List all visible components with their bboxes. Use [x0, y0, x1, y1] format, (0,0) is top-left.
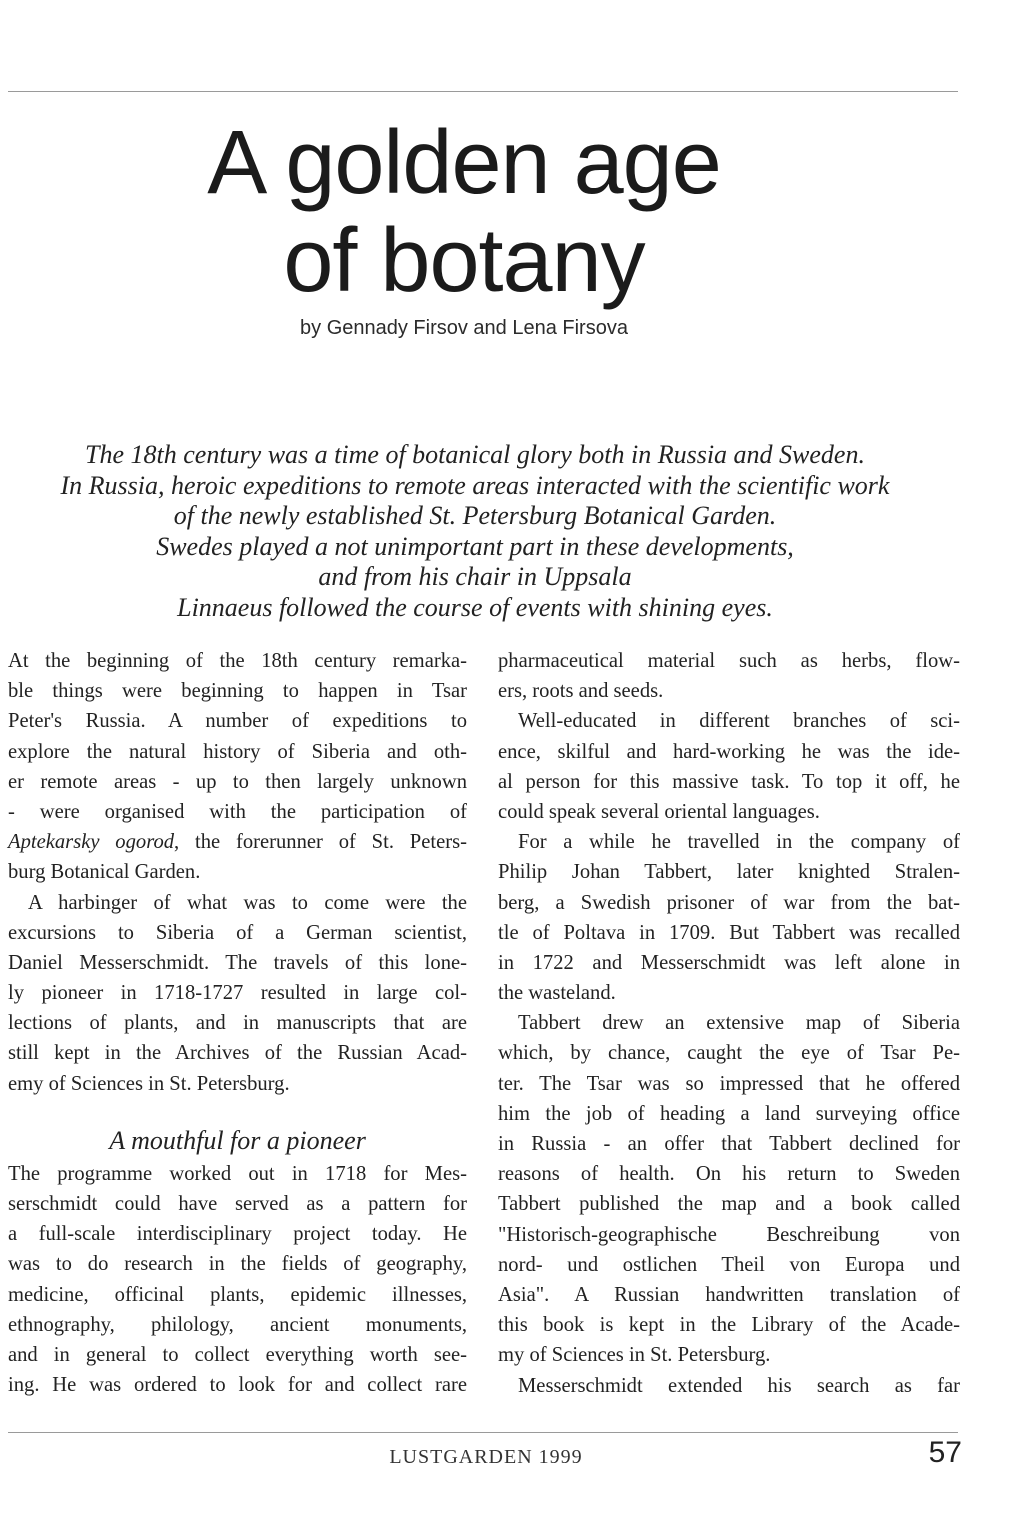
body-line: "Historisch-geographische Beschreibung von: [498, 1223, 960, 1246]
body-line: The programme worked out in 1718 for Mes-: [8, 1162, 467, 1185]
body-line: Philip Johan Tabbert, later knighted Stralen-: [498, 861, 960, 884]
body-line: ing. He was ordered to look for and collect rare: [8, 1374, 467, 1397]
body-line: ethnography, philology, ancient monuments,: [8, 1313, 467, 1336]
body-line: ter. The Tsar was so impressed that he offered: [498, 1072, 960, 1095]
body-line: the wasteland.: [498, 982, 616, 1005]
bottom-rule: [8, 1432, 958, 1433]
body-line: pharmaceutical material such as herbs, flow-: [498, 650, 960, 672]
body-line: my of Sciences in St. Petersburg.: [498, 1344, 771, 1367]
body-line: ble things were beginning to happen in Tsar: [8, 680, 467, 703]
body-line: Tabbert drew an extensive map of Siberia: [518, 1012, 960, 1035]
article-title-line-1: A golden age: [207, 113, 721, 213]
body-line: and in general to collect everything worth see-: [8, 1343, 467, 1366]
body-line: A harbinger of what was to come were the: [28, 891, 467, 914]
body-line: For a while he travelled in the company of: [518, 831, 960, 854]
byline: by Gennady Firsov and Lena Firsova: [300, 317, 628, 339]
body-line: Well-educated in different branches of sci-: [518, 710, 960, 733]
lede-line: and from his chair in Uppsala: [318, 562, 632, 591]
body-line: al person for this massive task. To top it off, he: [498, 770, 960, 793]
right-column: [498, 646, 960, 1401]
left-column: [8, 646, 467, 1400]
body-line: tle of Poltava in 1709. But Tabbert was recalled: [498, 921, 960, 944]
page-number: 57: [928, 1436, 962, 1469]
body-line: in Russia - an offer that Tabbert declined for: [498, 1133, 960, 1155]
lede-line: Linnaeus followed the course of events with shining eyes.: [177, 592, 773, 622]
body-line: Messerschmidt extended his search as far: [518, 1374, 960, 1397]
body-line: berg, a Swedish prisoner of war from the bat-: [498, 891, 960, 914]
body-line: explore the natural history of Siberia and oth-: [8, 740, 467, 763]
lede-line: of the newly established St. Petersburg Botanical Garden.: [173, 501, 777, 530]
body-line: was to do research in the fields of geography,: [8, 1253, 467, 1276]
body-line: in 1722 and Messerschmidt was left alone in: [498, 951, 960, 974]
section-subheading: A mouthful for a pioneer: [109, 1125, 366, 1155]
lede-line: The 18th century was a time of botanical glory both in Russia and Sweden.: [85, 440, 865, 469]
lede-line: Swedes played a not unimportant part in these developments,: [156, 531, 794, 561]
body-line: ence, skilful and hard-working he was the ide-: [498, 740, 960, 763]
body-line: ly pioneer in 1718-1727 resulted in large col-: [8, 982, 467, 1005]
body-line: excursions to Siberia of a German scientist,: [8, 921, 467, 944]
body-line: er remote areas - up to then largely unknown: [8, 770, 467, 793]
body-line: - were organised with the participation of: [8, 800, 467, 823]
body-line: Daniel Messerschmidt. The travels of this lone-: [8, 951, 467, 974]
lede-paragraph: [20, 440, 930, 623]
body-line: a full-scale interdisciplinary project today. He: [8, 1223, 467, 1246]
lede-line: In Russia, heroic expeditions to remote areas interacted with the scientific work: [60, 470, 890, 500]
body-line: still kept in the Archives of the Russian Acad-: [8, 1042, 467, 1065]
body-line: reasons of health. On his return to Sweden: [498, 1163, 960, 1186]
body-line: Tabbert published the map and a book called: [498, 1193, 960, 1216]
body-line: medicine, officinal plants, epidemic illnesses,: [8, 1283, 467, 1306]
body-line: lections of plants, and in manuscripts that are: [8, 1012, 467, 1035]
body-line: emy of Sciences in St. Petersburg.: [8, 1072, 290, 1095]
footer-publication: LUSTGARDEN 1999: [389, 1446, 583, 1468]
body-line-mixed: [8, 827, 467, 857]
body-line: this book is kept in the Library of the Acade-: [498, 1314, 960, 1337]
body-line: serschmidt could have served as a pattern for: [8, 1193, 467, 1215]
body-line: which, by chance, caught the eye of Tsar Pe-: [498, 1042, 960, 1065]
body-line: nord- und ostlichen Theil von Europa und: [498, 1253, 960, 1276]
body-fragment: , the forerunner of St. Peters-: [174, 831, 467, 854]
body-line: burg Botanical Garden.: [8, 861, 201, 884]
body-line: Asia". A Russian handwritten translation of: [498, 1283, 960, 1306]
body-line: At the beginning of the 18th century remarka-: [8, 650, 467, 672]
top-rule: [8, 91, 958, 92]
body-line: ers, roots and seeds.: [498, 680, 664, 703]
body-line: Peter's Russia. A number of expeditions to: [8, 710, 467, 733]
body-line: could speak several oriental languages.: [498, 800, 820, 823]
italic-term: Aptekarsky ogorod: [8, 831, 175, 854]
body-line: him the job of heading a land surveying office: [498, 1102, 960, 1125]
article-title-line-2: of botany: [283, 211, 645, 311]
